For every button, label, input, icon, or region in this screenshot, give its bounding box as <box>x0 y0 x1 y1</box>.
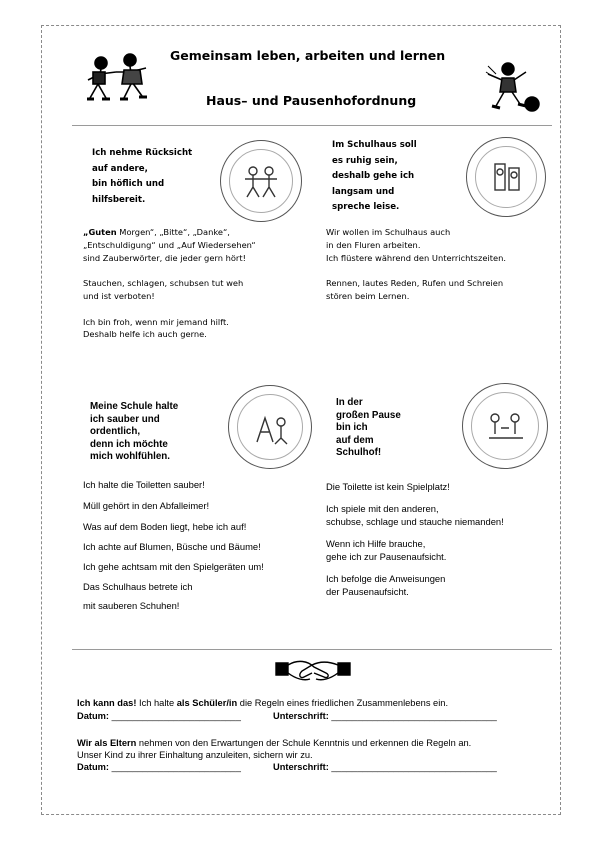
school-stamp-icon <box>462 383 548 469</box>
page-title: Gemeinsam leben, arbeiten und lernen <box>170 48 446 63</box>
text-quiet: Wir wollen im Schulhaus auch in den Fluren arbeiten. Ich flüstere während den Unterrichtszeiten. Rennen, lautes Reden, Rufen und Schreien stören beim Lernen. <box>326 227 507 301</box>
parents-pledge: Wir als Eltern nehmen von den Erwartungen der Schule Kenntnis und erkennen die Regeln an. <box>77 738 472 748</box>
child-with-ball-icon <box>482 60 544 116</box>
student-signature-field[interactable]: ________________________________ <box>331 711 497 721</box>
page-subtitle: Haus– und Pausenhofordnung <box>206 93 417 108</box>
student-pledge: Ich kann das! Ich halte als Schüler/in die Regeln eines friedlichen Zusammenlebens ein. <box>77 698 449 708</box>
motto-clean: Meine Schule halte ich sauber und ordentlich, denn ich möchte mich wohlfühlen. <box>90 401 179 463</box>
children-playing-icon <box>84 50 156 108</box>
school-stamp-icon <box>220 140 302 222</box>
motto-quiet: Im Schulhaus soll es ruhig sein, deshalb gehe ich langsam und spreche leise. <box>332 140 417 212</box>
student-date-field[interactable]: _________________________ <box>111 711 241 721</box>
parents-signature-label: Unterschrift: <box>273 762 332 772</box>
header-divider <box>72 125 552 126</box>
school-stamp-icon <box>228 385 312 469</box>
parents-pledge-line2: Unser Kind zu ihrer Einhaltung anzuleiten, sichern wir zu. <box>77 750 313 760</box>
handshake-icon <box>274 653 352 683</box>
student-date-label: Datum: <box>77 711 112 721</box>
motto-courtesy: Ich nehme Rücksicht auf andere, bin höflich und hilfsbereit. <box>92 148 193 205</box>
student-signature-group <box>273 711 497 723</box>
parents-date-label: Datum: <box>77 762 112 772</box>
student-signature-row <box>77 711 241 723</box>
motto-recess: In der großen Pause bin ich auf dem Schulhof! <box>336 397 401 459</box>
text-courtesy: „Guten Morgen“, „Bitte“, „Danke“, „Entschuldigung“ und „Auf Wiedersehen“ sind Zauberwörter, die jeder gern hört! Stauchen, schlagen, schubsen tut weh und ist verboten! Ich bin froh, wenn mir jemand hilft. Deshalb helfe ich auch gerne. <box>83 227 256 340</box>
school-stamp-icon <box>466 137 546 217</box>
footer-divider <box>72 649 552 650</box>
parents-signature-group <box>273 762 497 774</box>
parents-signature-field[interactable]: ________________________________ <box>331 762 497 772</box>
student-signature-label: Unterschrift: <box>273 711 332 721</box>
parents-signature-row <box>77 762 241 774</box>
parents-date-field[interactable]: _________________________ <box>111 762 241 772</box>
